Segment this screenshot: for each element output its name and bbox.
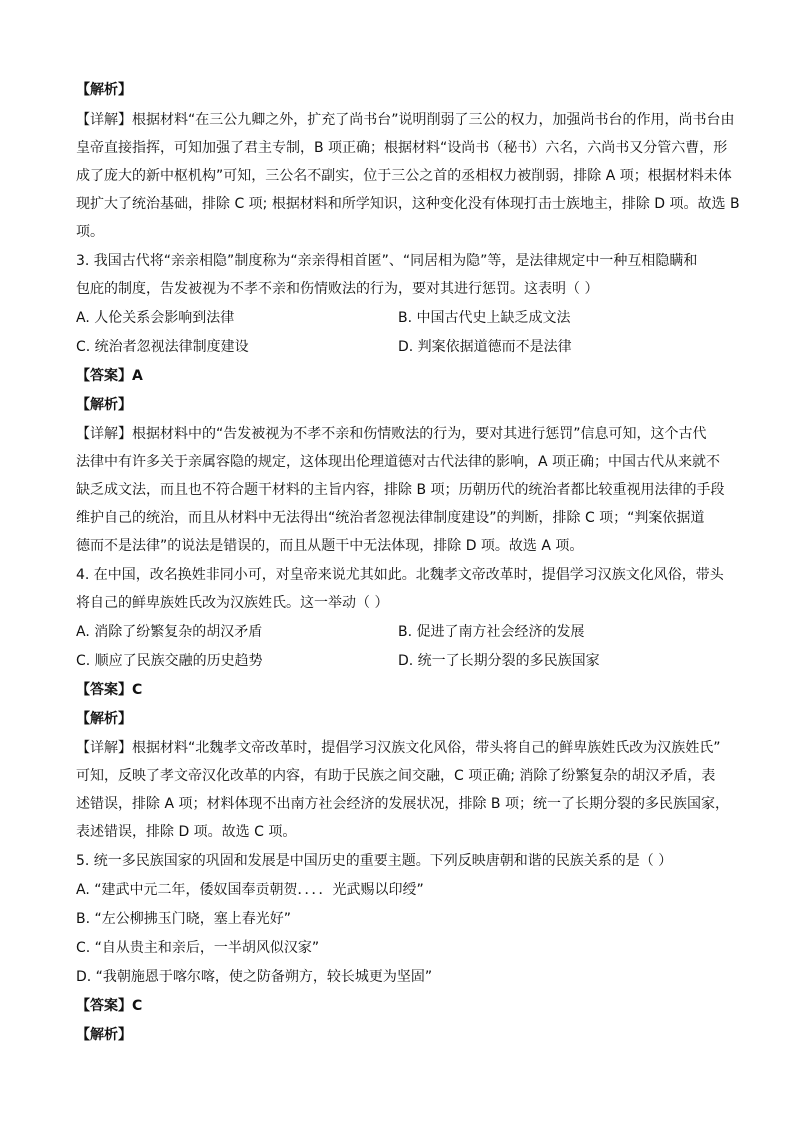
option-b: B. 促进了南方社会经济的发展 <box>398 624 585 640</box>
answer-label: 【答案】A <box>76 368 143 384</box>
option-a: A. “建武中元二年，倭奴国奉贡朝贺．．．．光武赐以印绶” <box>76 882 424 898</box>
detail-line: 【详解】根据材料中的“告发被视为不孝不亲和伤情败法的行为，要对其进行惩罚”信息可知，这个古代 <box>76 426 707 442</box>
question-stem: 包庇的制度，告发被视为不孝不亲和伤情败法的行为，要对其进行惩罚。这表明（ ） <box>76 281 599 297</box>
option-b: B. 中国古代史上缺乏成文法 <box>398 310 571 326</box>
detail-line: 德而不是法律”的说法是错误的，而且从题干中无法体现，排除 D 项。故选 A 项。 <box>76 538 584 554</box>
detail-line: 法律中有许多关于亲属容隐的规定，这体现出伦理道德对古代法律的影响，A 项正确；中国古代从来就不 <box>76 454 721 470</box>
analysis-label: 【解析】 <box>76 82 132 98</box>
option-a: A. 人伦关系会影响到法律 <box>76 310 235 326</box>
option-d: D. “我朝施恩于喀尔喀，使之防备朔方，较长城更为坚固” <box>76 969 433 985</box>
option-a: A. 消除了纷繁复杂的胡汉矛盾 <box>76 624 263 640</box>
option-d: D. 判案依据道德而不是法律 <box>398 339 572 355</box>
detail-line: 述错误，排除 A 项；材料体现不出南方社会经济的发展状况，排除 B 项；统一了长期分裂的多民族国家， <box>76 796 729 812</box>
detail-line: 可知，反映了孝文帝汉化改革的内容，有助于民族之间交融，C 项正确; 消除了纷繁复杂的胡汉矛盾，表 <box>76 768 716 784</box>
option-c: C. 顺应了民族交融的历史趋势 <box>76 653 263 669</box>
detail-line: 成了庞大的新中枢机构”可知，三公名不副实，位于三公之首的丞相权力被削弱，排除 A 项；根据材料未体 <box>76 168 732 184</box>
option-c: C. “自从贵主和亲后，一半胡风似汉家” <box>76 940 320 956</box>
analysis-label: 【解析】 <box>76 1027 132 1043</box>
question-stem: 将自己的鲜卑族姓氏改为汉族姓氏。这一举动（ ） <box>76 595 389 611</box>
detail-line: 【详解】根据材料“在三公九卿之外，扩充了尚书台”说明削弱了三公的权力，加强尚书台的作用，尚书台由 <box>76 112 735 128</box>
detail-line: 现扩大了统治基础，排除 C 项; 根据材料和所学知识，这种变化没有体现打击士族地主，排除 D 项。故选 B <box>76 196 740 212</box>
answer-label: 【答案】C <box>76 998 143 1014</box>
option-c: C. 统治者忽视法律制度建设 <box>76 339 249 355</box>
analysis-label: 【解析】 <box>76 397 132 413</box>
option-d: D. 统一了长期分裂的多民族国家 <box>398 653 600 669</box>
option-b: B. “左公柳拂玉门晓，塞上春光好” <box>76 911 292 927</box>
question-stem: 3. 我国古代将“亲亲相隐”制度称为“亲亲得相首匿”、“同居相为隐”等，是法律规定中一种互相隐瞒和 <box>76 253 698 269</box>
detail-line: 皇帝直接指挥，可知加强了君主专制，B 项正确；根据材料“设尚书（秘书）六名，六尚书又分管六曹，形 <box>76 140 728 156</box>
analysis-label: 【解析】 <box>76 711 132 727</box>
detail-line: 维护自己的统治，而且从材料中无法得出“统治者忽视法律制度建设”的判断，排除 C 项；“判案依据道 <box>76 510 705 526</box>
question-stem: 4. 在中国，改名换姓非同小可，对皇帝来说尤其如此。北魏孝文帝改革时，提倡学习汉族文化风俗，带头 <box>76 567 724 583</box>
detail-line: 缺乏成文法，而且也不符合题干材料的主旨内容，排除 B 项；历朝历代的统治者都比较重视用法律的手段 <box>76 482 725 498</box>
question-stem: 5. 统一多民族国家的巩固和发展是中国历史的重要主题。下列反映唐朝和谐的民族关系的是（ ） <box>76 853 673 869</box>
answer-label: 【答案】C <box>76 682 143 698</box>
detail-line: 【详解】根据材料“北魏孝文帝改革时，提倡学习汉族文化风俗，带头将自己的鲜卑族姓氏改为汉族姓氏” <box>76 740 721 756</box>
detail-line: 项。 <box>76 224 104 240</box>
detail-line: 表述错误，排除 D 项。故选 C 项。 <box>76 824 297 840</box>
